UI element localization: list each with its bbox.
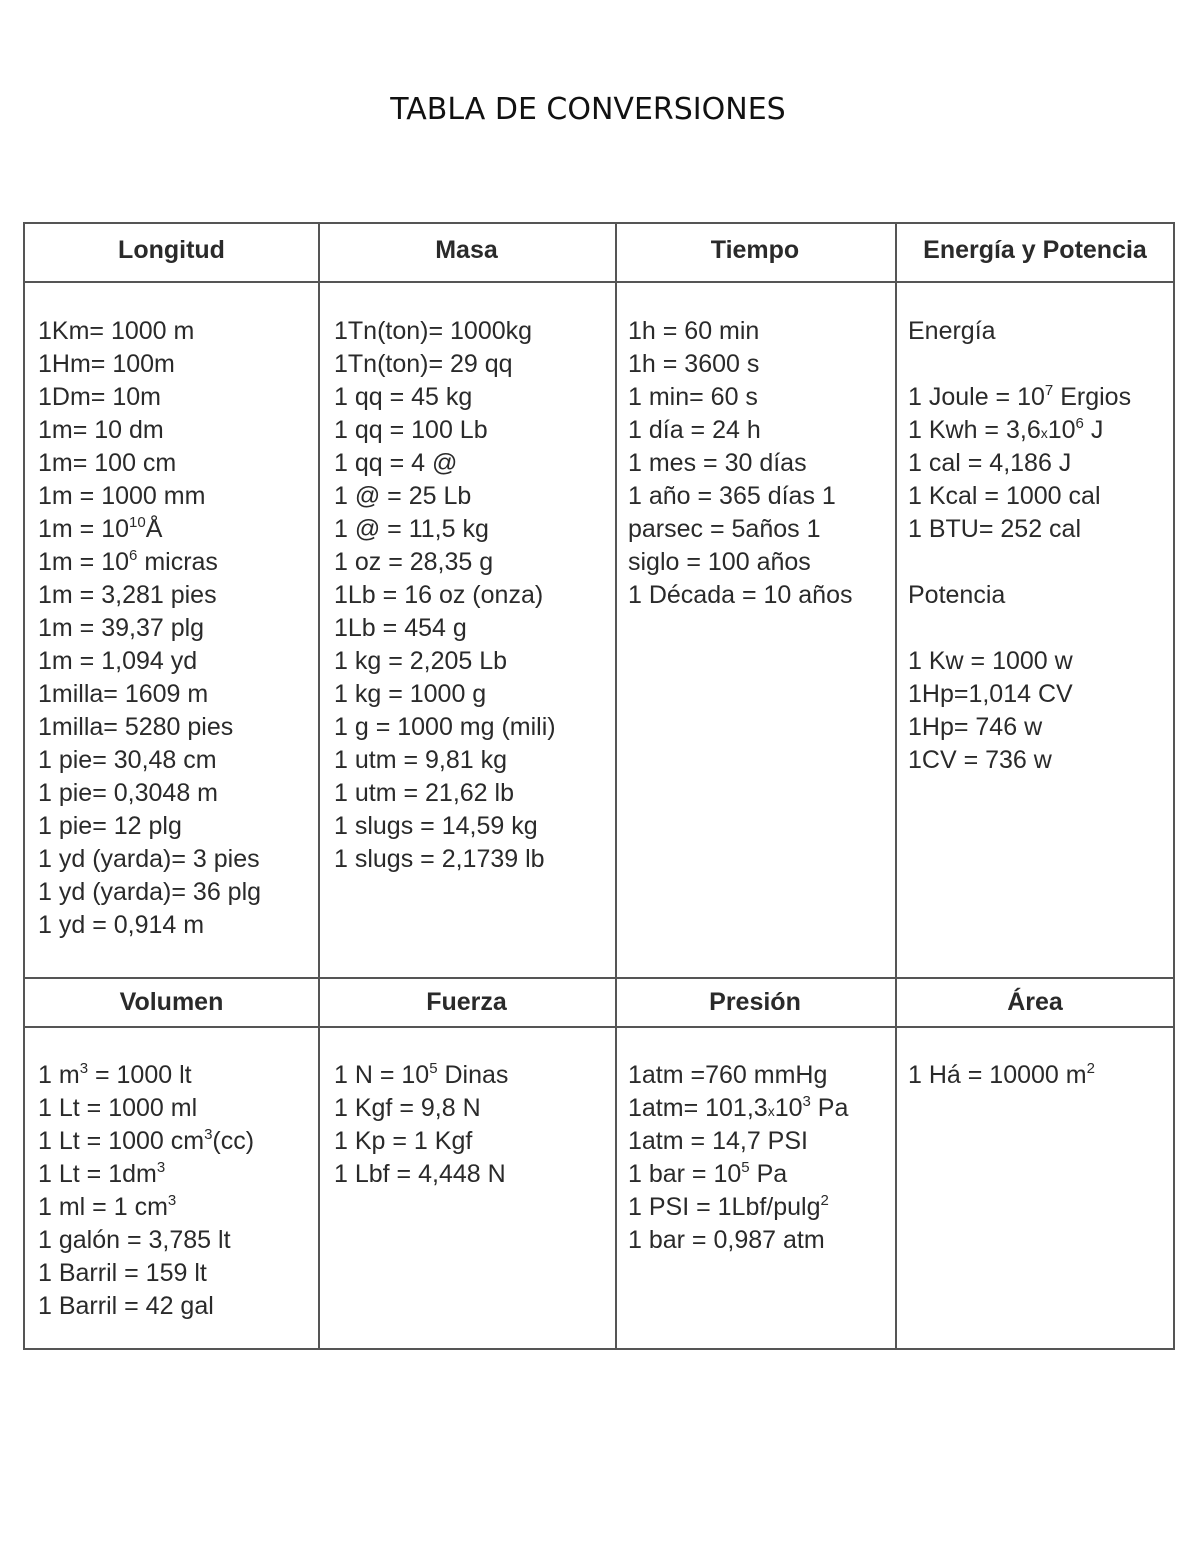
conversion-item: 1 $Lt = 1dm^3$ [38,1159,166,1188]
potencia-subheading: Potencia [908,581,1006,609]
conversion-item: 1 qq = 4 @ [334,449,458,477]
column-divider [318,224,320,1348]
conversion-item: 1 Lt = 1000 $cm^3(cc)$ [38,1126,255,1155]
conversion-item: 1 pie= 0,3048 m [38,779,218,807]
row-divider [25,977,1173,979]
conversion-item: 1milla= 1609 m [38,680,209,708]
conversion-item: 1Lb = 454 g [334,614,467,642]
energia-subheading: Energía [908,317,996,345]
conversion-item: 1 qq = 45 kg [334,383,473,411]
header-tiempo: Tiempo [710,236,800,264]
energia-potencia-list [908,315,1131,777]
masa-list [334,315,556,876]
conversion-item: siglo = 100 años [628,548,811,576]
header-longitud: Longitud [118,236,225,264]
conversion-item: 1 $m^3 = 1000$ lt [38,1060,192,1089]
row-divider [25,1026,1173,1028]
conversion-item: 1Lb = 16 oz (onza) [334,581,544,609]
tiempo-list [628,315,852,612]
conversion-item: 1atm =760 mmHg [628,1061,828,1089]
conversion-item: 1 @ = 11,5 kg [334,515,489,543]
conversion-item: 1m = 1,094 yd [38,647,198,675]
conversion-item: 1 g = 1000 mg (mili) [334,713,556,741]
conversion-item: 1 $N = 10^5$ Dinas [334,1060,509,1089]
conversion-item: 1 día = 24 h [628,416,761,444]
conversion-item: 1 @ = 25 Lb [334,482,472,510]
conversion-item: 1Hp=1,014 CV [908,680,1073,708]
conversion-item: 1m= 10 dm [38,416,164,444]
conversion-item: 1m = 3,281 pies [38,581,217,609]
column-divider [615,224,617,1348]
longitud-list [38,315,261,942]
conversion-item: 1 cal = 4,186 J [908,449,1072,477]
header-fuerza: Fuerza [426,988,507,1016]
header-energia-potencia: Energía y Potencia [923,236,1147,264]
conversion-item: 1m = 1000 mm [38,482,206,510]
row-divider [25,281,1173,283]
conversion-item: 1 qq = 100 Lb [334,416,488,444]
conversion-item: 1m= 100 cm [38,449,177,477]
conversion-item: 1 Kp = 1 Kgf [334,1127,473,1155]
conversion-item: 1 Barril = 159 lt [38,1259,207,1287]
conversion-item: 1Tn(ton)= 1000kg [334,317,533,345]
conversion-item: 1 pie= 30,48 cm [38,746,217,774]
conversion-item: 1 min= 60 s [628,383,758,411]
header-area: Área [1007,988,1063,1016]
conversion-item: 1 kg = 2,205 Lb [334,647,508,675]
conversion-item: $1m = 10^{10}Å$ [38,514,163,543]
conversion-item: 1 Lbf = 4,448 N [334,1160,506,1188]
conversion-item: parsec = 5años 1 [628,515,821,543]
conversion-item: 1 bar = $10^5$ Pa [628,1159,788,1188]
conversion-item: 1 yd (yarda)= 36 plg [38,878,262,906]
presion-list [628,1059,848,1257]
conversion-item: $1m = 10^6$ micras [38,547,218,576]
conversion-item: 1milla= 5280 pies [38,713,234,741]
area-list [908,1059,1095,1092]
conversion-item: 1 yd = 0,914 m [38,911,205,939]
conversion-item: 1Km= 1000 m [38,317,195,345]
conversion-item: 1 bar = 0,987 atm [628,1226,825,1254]
conversion-item: 1 utm = 9,81 kg [334,746,508,774]
conversion-item: 1Hp= 746 w [908,713,1043,741]
fuerza-list [334,1059,508,1191]
conversion-item: 1 slugs = 14,59 kg [334,812,538,840]
conversion-item: 1 Kcal = 1000 cal [908,482,1101,510]
conversion-item: 1h = 60 min [628,317,760,345]
conversion-item: 1 Kgf = 9,8 N [334,1094,481,1122]
conversion-item: 1Hm= 100m [38,350,175,378]
conversion-item: 1 Década = 10 años [628,581,853,609]
conversion-item: 1 kg = 1000 g [334,680,487,708]
conversion-item: 1Tn(ton)= 29 qq [334,350,513,378]
conversion-item: 1 galón = 3,785 lt [38,1226,231,1254]
conversion-item: 1Dm= 10m [38,383,161,411]
conversion-item: 1 yd (yarda)= 3 pies [38,845,260,873]
header-presion: Presión [709,988,801,1016]
header-volumen: Volumen [119,988,224,1016]
conversion-item: 1h = 3600 s [628,350,760,378]
conversion-item: 1 Kwh = $3,6x10^6$ J [908,415,1104,444]
page-title: TABLA DE CONVERSIONES [390,92,786,127]
conversion-item: 1 año = 365 días 1 [628,482,836,510]
conversion-item: 1atm = 14,7 PSI [628,1127,808,1155]
conversion-item: 1 utm = 21,62 lb [334,779,514,807]
conversion-item: 1 Joule = $10^7$ Ergios [908,382,1132,411]
conversion-item: 1 oz = 28,35 g [334,548,494,576]
conversion-item: 1 pie= 12 plg [38,812,182,840]
conversion-item: 1 Kw = 1000 w [908,647,1073,675]
conversion-item: 1 Há = 10000 $m^2$ [908,1060,1095,1089]
conversion-item: 1 Lt = 1000 ml [38,1094,198,1122]
conversion-item: $1atm= 101,3x10^3$ Pa [628,1093,849,1122]
conversion-item: 1 ml = 1 $cm^3$ [38,1192,177,1221]
conversion-item: 1 Barril = 42 gal [38,1292,214,1320]
conversion-table [23,222,1175,1350]
column-divider [895,224,897,1348]
header-masa: Masa [435,236,498,264]
conversion-item: 1 BTU= 252 cal [908,515,1082,543]
conversion-item: 1 PSI = 1Lbf/pulg$^2$ [628,1192,829,1221]
volumen-list [38,1059,254,1323]
conversion-item: 1 slugs = 2,1739 lb [334,845,545,873]
conversion-item: 1 mes = 30 días [628,449,807,477]
conversion-item: 1m = 39,37 plg [38,614,205,642]
conversion-item: 1CV = 736 w [908,746,1052,774]
